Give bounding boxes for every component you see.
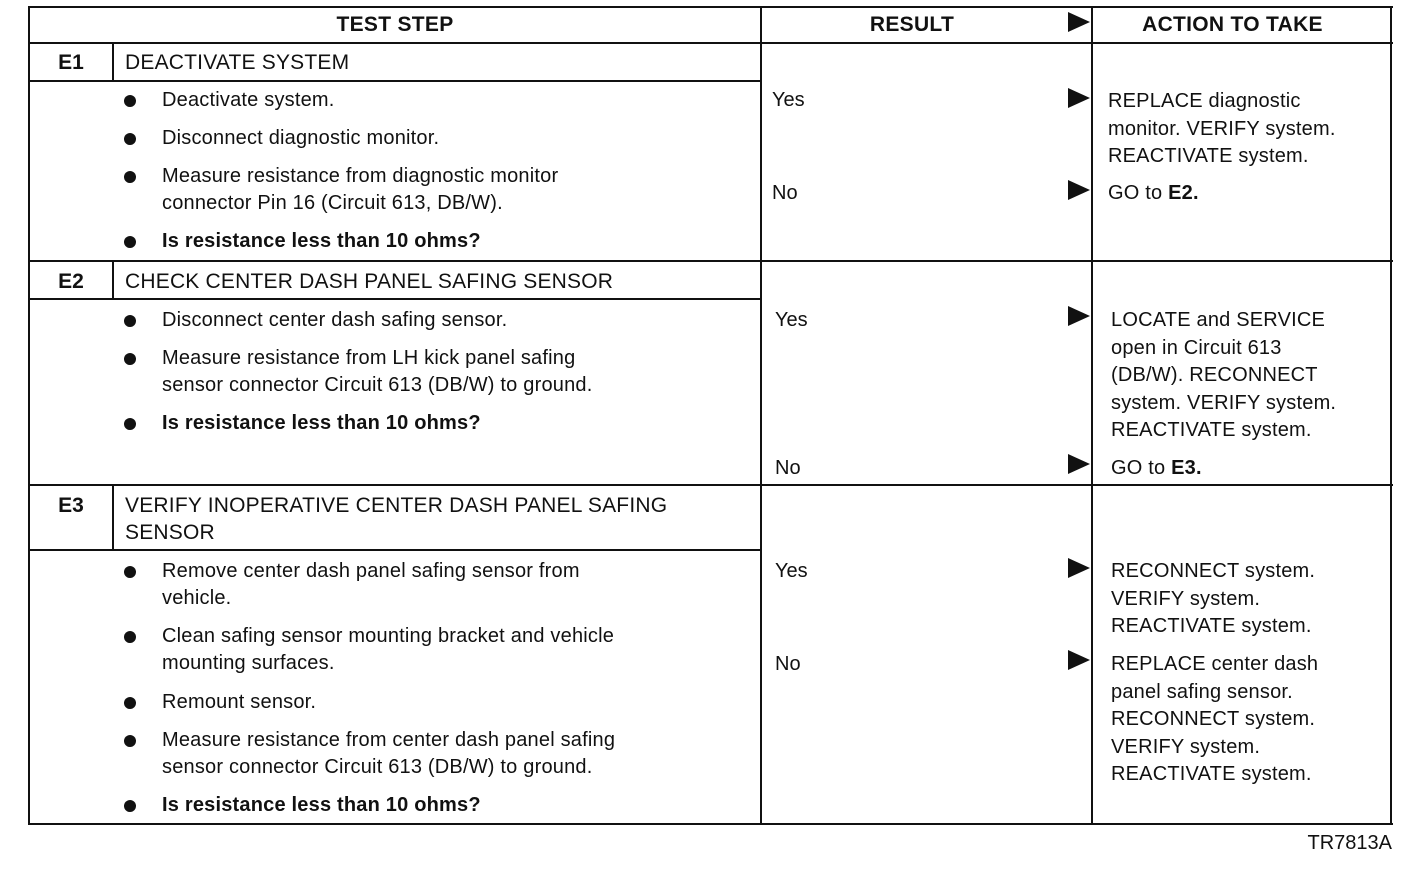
e1-bullet-3-line-1: Measure resistance from diagnostic monitor <box>162 165 559 187</box>
e3-result-no: No <box>775 653 801 675</box>
table-border-bottom <box>28 823 1393 825</box>
bullet-icon <box>124 566 136 578</box>
arrow-right-icon <box>1068 180 1090 200</box>
column-divider-action <box>1091 6 1093 825</box>
bullet-icon <box>124 171 136 183</box>
column-divider-result <box>760 6 762 825</box>
e3-step-code: E3 <box>58 494 84 517</box>
header-arrow-icon <box>1068 12 1090 32</box>
bullet-icon <box>124 418 136 430</box>
e2-action-no: GO to E3. <box>1111 457 1202 479</box>
e3-action-no-line-4: VERIFY system. <box>1111 735 1261 758</box>
table-border-top <box>28 6 1393 8</box>
e3-result-yes: Yes <box>775 560 808 582</box>
bullet-icon <box>124 800 136 812</box>
e1-action-yes-line-3: REACTIVATE system. <box>1108 145 1309 167</box>
bullet-icon <box>124 133 136 145</box>
e3-title-underline <box>28 549 762 551</box>
figure-id: TR7813A <box>1307 832 1392 854</box>
header-divider <box>28 42 1393 44</box>
e2-action-yes-line-2: open in Circuit 613 <box>1111 336 1282 359</box>
arrow-right-icon <box>1068 306 1090 326</box>
e2-bullet-2-line-1: Measure resistance from LH kick panel safing <box>162 347 576 369</box>
e3-step-title-line-1: VERIFY INOPERATIVE CENTER DASH PANEL SAFING <box>125 494 668 517</box>
e1-bullet-2: Disconnect diagnostic monitor. <box>162 127 440 149</box>
e1-bullet-1: Deactivate system. <box>162 89 335 111</box>
e3-bullet-2-line-1: Clean safing sensor mounting bracket and vehicle <box>162 625 615 647</box>
e2-bullet-1: Disconnect center dash safing sensor. <box>162 309 508 331</box>
arrow-right-icon <box>1068 454 1090 474</box>
e3-action-no-line-1: REPLACE center dash <box>1111 653 1319 675</box>
e2-code-divider <box>112 262 114 300</box>
e3-bullet-2-line-2: mounting surfaces. <box>162 652 335 674</box>
bullet-icon <box>124 95 136 107</box>
e3-bullet-4-line-2: sensor connector Circuit 613 (DB/W) to ground. <box>162 756 593 778</box>
e2-result-no: No <box>775 457 801 479</box>
e1-result-yes: Yes <box>772 89 805 111</box>
e3-action-yes-line-3: REACTIVATE system. <box>1111 615 1312 637</box>
e3-action-no-line-3: RECONNECT system. <box>1111 708 1316 730</box>
e3-bullet-4-line-1: Measure resistance from center dash panel safing <box>162 729 616 751</box>
e3-action-yes-line-2: VERIFY system. <box>1111 587 1261 610</box>
e1-code-divider <box>112 42 114 82</box>
e2-row-divider <box>28 484 1393 486</box>
e2-step-code: E2 <box>58 270 84 293</box>
bullet-icon <box>124 315 136 327</box>
e1-action-yes-line-2: monitor. VERIFY system. <box>1108 117 1336 140</box>
e3-bullet-1-line-1: Remove center dash panel safing sensor from <box>162 560 580 582</box>
bullet-icon <box>124 353 136 365</box>
e1-step-title: DEACTIVATE SYSTEM <box>125 51 350 74</box>
bullet-icon <box>124 697 136 709</box>
e2-bullet-3: Is resistance less than 10 ohms? <box>162 412 481 434</box>
e1-action-no: GO to E2. <box>1108 182 1199 204</box>
e3-bullet-1-line-2: vehicle. <box>162 587 232 609</box>
e3-bullet-5: Is resistance less than 10 ohms? <box>162 794 481 816</box>
bullet-icon <box>124 236 136 248</box>
e1-action-yes-line-1: REPLACE diagnostic <box>1108 90 1301 112</box>
e1-title-underline <box>28 80 762 82</box>
e1-step-code: E1 <box>58 51 84 74</box>
e3-step-title-line-2: SENSOR <box>125 521 215 544</box>
arrow-right-icon <box>1068 558 1090 578</box>
arrow-right-icon <box>1068 650 1090 670</box>
e3-bullet-3: Remount sensor. <box>162 691 317 713</box>
e2-bullet-2-line-2: sensor connector Circuit 613 (DB/W) to ground. <box>162 374 593 396</box>
header-result: RESULT <box>869 13 955 36</box>
e2-action-yes-line-1: LOCATE and SERVICE <box>1111 309 1326 331</box>
e1-bullet-3-line-2: connector Pin 16 (Circuit 613, DB/W). <box>162 192 503 214</box>
bullet-icon <box>124 631 136 643</box>
e2-action-yes-line-3: (DB/W). RECONNECT <box>1111 364 1318 386</box>
e2-title-underline <box>28 298 762 300</box>
e3-action-no-line-5: REACTIVATE system. <box>1111 763 1312 785</box>
e3-code-divider <box>112 486 114 550</box>
e2-step-title: CHECK CENTER DASH PANEL SAFING SENSOR <box>125 270 614 293</box>
e1-row-divider <box>28 260 1393 262</box>
header-test-step: TEST STEP <box>336 13 454 36</box>
e3-action-yes-line-1: RECONNECT system. <box>1111 560 1316 582</box>
e3-action-no-line-2: panel safing sensor. <box>1111 680 1293 703</box>
e1-bullet-4: Is resistance less than 10 ohms? <box>162 230 481 252</box>
bullet-icon <box>124 735 136 747</box>
arrow-right-icon <box>1068 88 1090 108</box>
e2-result-yes: Yes <box>775 309 808 331</box>
header-action: ACTION TO TAKE <box>1142 13 1323 36</box>
e1-result-no: No <box>772 182 798 204</box>
e2-action-yes-line-4: system. VERIFY system. <box>1111 391 1337 414</box>
e2-action-yes-line-5: REACTIVATE system. <box>1111 419 1312 441</box>
table-border-left <box>28 6 30 825</box>
